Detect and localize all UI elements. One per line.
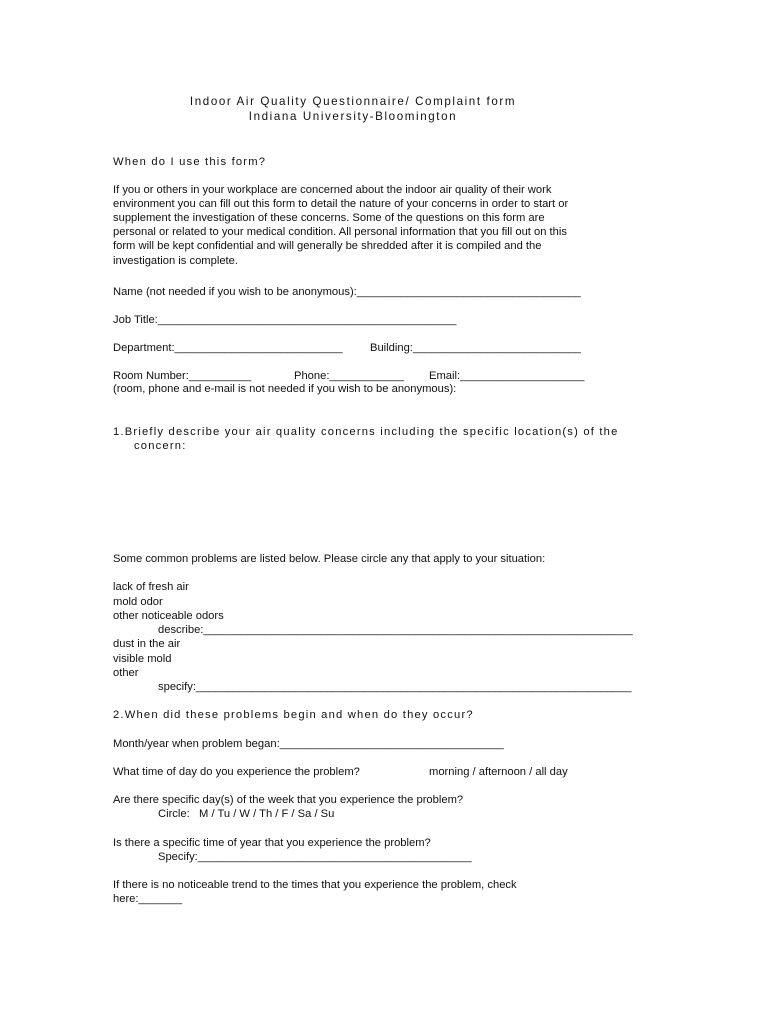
- phone-field[interactable]: Phone:____________: [294, 370, 405, 382]
- no-trend-check-field[interactable]: here:_______: [113, 893, 183, 905]
- department-field[interactable]: Department:___________________________: [113, 342, 343, 354]
- form-title: Indoor Air Quality Questionnaire/ Complaint form: [189, 95, 517, 108]
- intro-line: investigation is complete.: [113, 255, 238, 267]
- job-title-field[interactable]: Job Title:________________________________________________: [113, 314, 457, 326]
- problem-option[interactable]: other noticeable odors: [113, 610, 224, 622]
- intro-line: supplement the investigation of these concerns. Some of the questions on this form are: [113, 212, 545, 224]
- time-of-day-options[interactable]: morning / afternoon / all day: [429, 766, 568, 778]
- intro-line: If you or others in your workplace are concerned about the indoor air quality of their work: [113, 184, 552, 196]
- intro-line: environment you can fill out this form to detail the nature of your concerns in order to start or: [113, 198, 569, 210]
- no-trend-question: If there is no noticeable trend to the times that you experience the problem, check: [113, 879, 517, 891]
- time-of-year-question: Is there a specific time of year that you experience the problem?: [113, 837, 431, 849]
- problem-option[interactable]: mold odor: [113, 596, 163, 608]
- question-1-cont: concern:: [134, 440, 187, 452]
- month-year-field[interactable]: Month/year when problem began:____________________________________: [113, 738, 504, 750]
- common-problems-intro: Some common problems are listed below. Please circle any that apply to your situation:: [113, 553, 546, 565]
- problem-option[interactable]: dust in the air: [113, 638, 181, 650]
- days-question: Are there specific day(s) of the week that you experience the problem?: [113, 794, 464, 806]
- problem-option[interactable]: visible mold: [113, 653, 172, 665]
- describe-field[interactable]: describe:_____________________________________________________________________: [158, 624, 633, 636]
- room-number-field[interactable]: Room Number:__________: [113, 370, 252, 382]
- problem-option[interactable]: other: [113, 667, 139, 679]
- intro-heading: When do I use this form?: [113, 156, 267, 168]
- form-subtitle: Indiana University-Bloomington: [248, 110, 458, 123]
- problem-option[interactable]: lack of fresh air: [113, 581, 189, 593]
- question-2: 2.When did these problems begin and when do they occur?: [113, 709, 474, 721]
- email-field[interactable]: Email:____________________: [429, 370, 585, 382]
- time-of-year-field[interactable]: Specify:____________________________________________: [158, 851, 472, 863]
- specify-field[interactable]: specify:______________________________________________________________________: [158, 681, 632, 693]
- building-field[interactable]: Building:___________________________: [370, 342, 581, 354]
- question-1: 1.Briefly describe your air quality concerns including the specific location(s) of the: [113, 426, 619, 438]
- name-field[interactable]: Name (not needed if you wish to be anonymous):____________________________________: [113, 286, 581, 298]
- time-of-day-question: What time of day do you experience the problem?: [113, 766, 360, 778]
- intro-line: form will be kept confidential and will generally be shredded after it is compiled and the: [113, 240, 542, 252]
- days-circle-options[interactable]: Circle: M / Tu / W / Th / F / Sa / Su: [158, 808, 335, 820]
- anonymous-note: (room, phone and e-mail is not needed if you wish to be anonymous):: [113, 383, 457, 395]
- intro-line: personal or related to your medical condition. All personal information that you fill out on this: [113, 226, 567, 238]
